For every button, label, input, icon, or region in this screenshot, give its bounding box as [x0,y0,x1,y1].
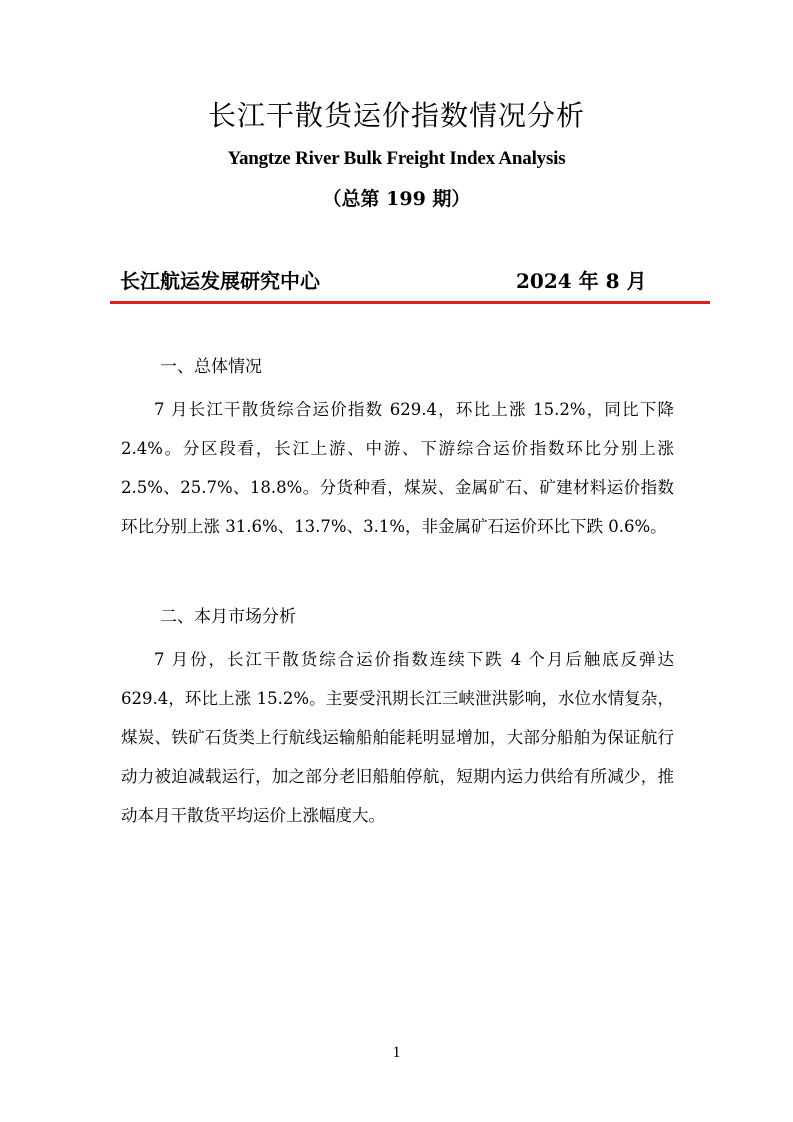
section-paragraph-overview: 7 月长江干散货综合运价指数 629.4，环比上涨 15.2%，同比下降 2.4%。分区段看，长江上游、中游、下游综合运价指数环比分别上涨 2.5%、25.7%、18.8%。分货种看，煤炭、金属矿石、矿建材料运价指数环比分别上涨 31.6%、13.7%、3.1%，非金属矿石运价环比下跌 0.6%。 [121,400,674,536]
issue-number: （总第 199 期） [322,188,471,210]
publication-date: 2024 年 8 月 [516,269,647,293]
document-title: 长江干散货运价指数情况分析 [207,99,585,132]
page-number: 1 [392,1044,401,1061]
header-divider [110,301,710,304]
english-subtitle: Yangtze River Bulk Freight Index Analysis [227,148,566,169]
section-heading-overview: 一、总体情况 [160,357,262,377]
section-heading-market-analysis: 二、本月市场分析 [160,607,296,627]
organization-name: 长江航运发展研究中心 [120,269,320,293]
section-paragraph-market-analysis: 7 月份，长江干散货综合运价指数连续下跌 4 个月后触底反弹达 629.4，环比上涨 15.2%。主要受汛期长江三峡泄洪影响，水位水情复杂，煤炭、铁矿石货类上行航线运输船舶能耗明显增加，大部分船舶为保证航行动力被迫减载运行，加之部分老旧船舶停航，短期内运力供给有所减少，推动本月干散货平均运价上涨幅度大。 [121,650,674,825]
